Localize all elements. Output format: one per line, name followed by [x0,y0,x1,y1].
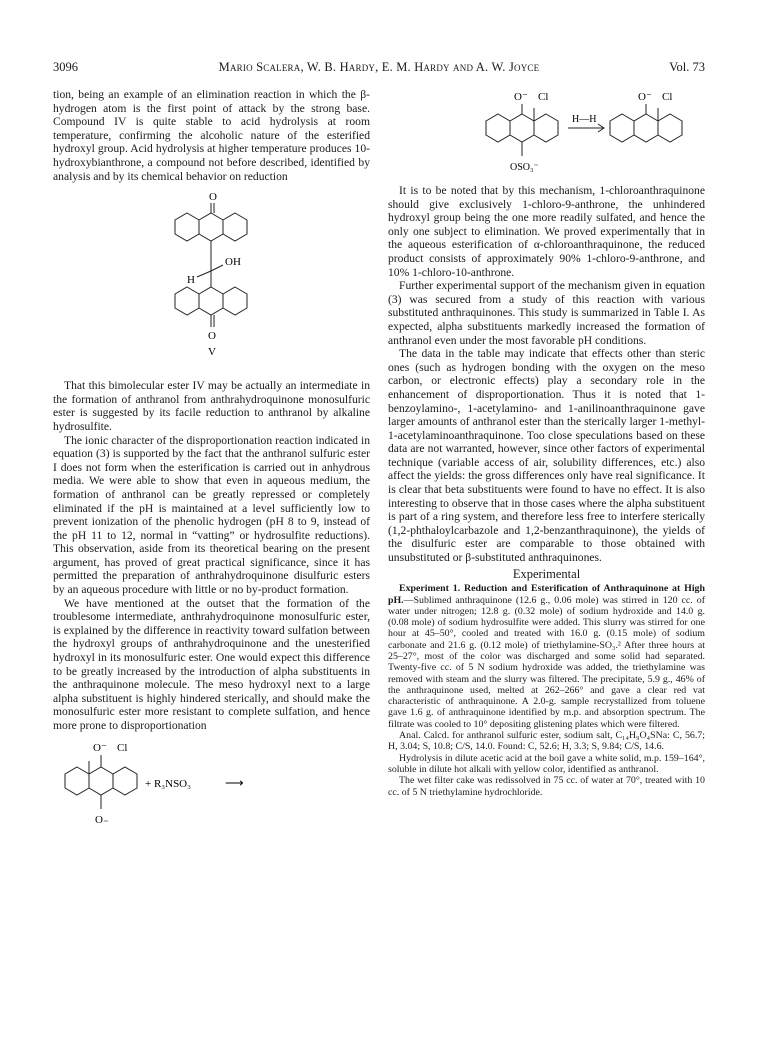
atom-label: Cl [117,741,128,754]
paragraph: The ionic character of the disproportionation reaction indicated in equation (3) is supported by the fact that the anthranol sulfuric ester I does not form when the esterification is carried out in anhydrous media. We were able to show that even in aqueous medium, the formation of anthranol can be greatly repressed or completely eliminated if the pH is maintained at a level sufficiently low to prevent ionization of the phenolic hydrogen (pH 8 to 9, instead of the pH 11 to 12, normal in “vatting” or hydrosulfite reductions). This observation, aside from its theoretical bearing on the present argument, has proved of great practical significance, since it has permitted the preparation of anthrahydroquinone disulfuric esters by an aqueous procedure with little or no by-product formation. [53,433,370,597]
atom-label: O [208,191,217,204]
atom-label: OSO₃⁻ [510,162,539,173]
structure-v [137,183,287,379]
atom-label: O⁻ [514,91,528,103]
reagent-label: + R₃NSO₃ [145,777,191,790]
paragraph: Hydrolysis in dilute acetic acid at the boil gave a white solid, m.p. 159–164°, soluble in dilute hot alkali with yellow color, identified as anthranol. [388,752,705,775]
atom-label: Cl [538,91,549,103]
right-column [388,88,705,798]
running-head-authors: Mario Scalera, W. B. Hardy, E. M. Hardy and A. W. Joyce [218,60,540,74]
paragraph: The wet filter cake was redissolved in 75 cc. of water at 70°, treated with 10 cc. of 5 N triethylamine hydrochloride. [388,775,705,798]
atom-label: H [186,274,195,287]
atom-label: O [207,330,216,343]
atom-label: Cl [662,91,673,103]
atom-label: O⁻ [93,741,107,754]
paragraph: We have mentioned at the outset that the formation of the troublesome intermediate, anthrahydroquinone monosulfuric ester, is explained by the difference in reactivity toward sulfation between the hydroxyl groups of anthrahydroquinone and the unesterified hydroxyl in its monosulfuric ester. One would expect this difference to be greatly increased by the introduction of alpha substituents in the anthraquinone molecule. The meso hydroxyl next to a large alpha substituent is highly hindered sterically, and should make the monosulfuric ester more resistant to complete sulfation, and hence more prone to disproportionation [53,596,370,732]
analysis-paragraph: Anal. Calcd. for anthranol sulfuric ester, sodium salt, C₁₄H₉O₄SNa: C, 56.7; H, 3.04; S, 10.8; C/S, 14.0. Found: C, 52.6; H, 3.3; S, 9.84; C/S, 14.6. [388,730,705,753]
paragraph: tion, being an example of an elimination reaction in which the β-hydrogen atom is the first point of attack by the strong base. Compound IV is quite stable to acid hydrolysis at room temperature, confirming the alcoholic nature of the esterified hydroxyl group. Acid hydrolysis at higher temperature produces 10-hydroxybianthrone, a compound not before described, identified by analysis and by its chemical behavior on reduction [53,88,370,183]
experiment-title: Experiment 1. Reduction and Esterification of Anthraquinone at High pH. [388,583,705,606]
experiment-text: —Sublimed anthraquinone (12.6 g., 0.06 mole) was stirred in 120 cc. of water under nitrogen; 12.8 g. (0.32 mole) of sodium hydroxide and 14.0 g. (0.08 mole) of sodium hydrosulfite were added. This slurry was stirred for one hour at 45–50°, cooled and treated with 16.0 g. (0.15 mole) of sodium carbonate and 21.6 g. (0.12 mole) of triethylamine-SO₃.² After three hours at 25–27°, most of the color was discharged and some solid had separated. Twenty-five cc. of 5 N sodium hydroxide was added, the triethylamine was removed with steam and the slurry was filtered. The precipitate, 5.9 g., 46% of the anthraquinone used, melted at 262–266° and gave a clear red vat characteristic of anthraquinone. A 2.0-g. sample recrystallized from toluene gave 1.6 g. of anthraquinone identified by m.p. and absorption spectrum. The filtrate was cooled to 10° depositing glistening plates which were filtered. [388,594,705,730]
paragraph: Further experimental support of the mechanism given in equation (3) was secured from a study of this reaction with various substituted anthraquinones. This study is summarized in Table I. As expected, alpha substituents markedly increased the formation of anthranol even under the most favorable pH conditions. [388,279,705,347]
experiment-paragraph [388,583,705,730]
equation-sulfation [53,737,353,833]
atom-label: O₋ [95,813,109,826]
atom-label: OH [224,256,241,269]
reaction-arrow: ⟶ [225,774,244,790]
paragraph: That this bimolecular ester IV may be actually an intermediate in the formation of anthranol from anthrahydroquinone monosulfuric ester is suggested by its facile reduction to anthranol by alkaline hydrosulfite. [53,379,370,433]
elimination-label: H—H [572,114,597,125]
atom-label: O⁻ [638,91,652,103]
page-header [53,60,705,76]
equation-elimination [388,88,705,184]
paragraph: The data in the table may indicate that effects other than steric ones (such as hydrogen bonding with the oxygen on the meso carbon, or electronic effects) play a secondary role in the enhancement of disproportionation. Thus it is noted that 1-benzoylamino-, 1-acetylamino- and 1-anilinoanthraquinone gave larger amounts of anthranol ester than the sterically larger 1-methyl-1-acetylaminoanthraquinone. Too close speculations based on these data are not warranted, however, since other factors of experimental technique (variable access of air, solubility differences, etc.) also affect the yields: the gross differences only have real significance. It is clear that beta substituents were found to have no effect. It is also interesting to observe that in those cases where the alpha substituent is part of a ring system, and therefore less free to interfere sterically (1,2-phthaloylcarbazole and 1,2-benzanthraquinone), the yields of the disulfuric ester are comparable to those obtained with unsubstituted or β-substituted anthraquinones. [388,347,705,565]
paragraph: It is to be noted that by this mechanism, 1-chloroanthraquinone should give exclusively 1-chloro-9-anthrone, the unhindered hydroxyl group being the one more readily sulfated, and hence the only one subject to elimination. We proved experimentally that in the aqueous esterification of α-chloroanthraquinone, the reduced product consists of approximately 90% 1-chloro-9-anthrone, and 10% 1-chloro-10-anthrone. [388,184,705,279]
left-column [53,88,370,833]
section-heading: Experimental [512,566,581,581]
page-number: 3096 [53,60,78,74]
volume-label: Vol. 73 [669,60,705,74]
compound-label: V [207,346,216,359]
